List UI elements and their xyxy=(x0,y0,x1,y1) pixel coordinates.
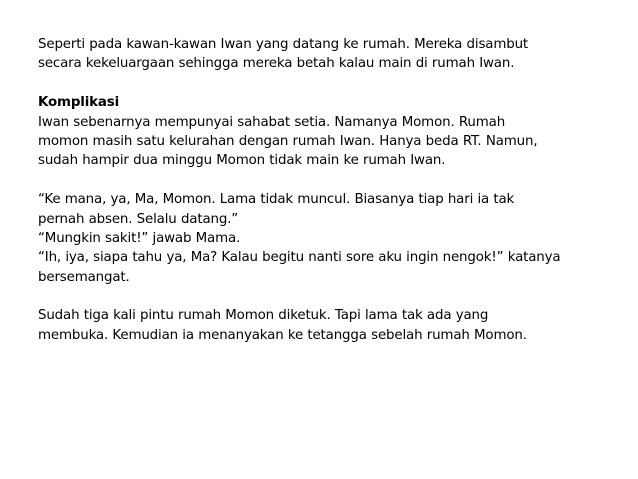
text-line: bersemangat. xyxy=(38,269,130,285)
text-line: sudah hampir dua minggu Momon tidak main ke rumah Iwan. xyxy=(38,153,446,169)
text-line: momon masih satu kelurahan dengan rumah Iwan. Hanya beda RT. Namun, xyxy=(38,133,538,149)
paragraph-complication xyxy=(38,113,618,171)
paragraph-closing xyxy=(38,306,618,345)
paragraph-intro xyxy=(38,35,618,74)
text-line: Sudah tiga kali pintu rumah Momon diketuk. Tapi lama tak ada yang xyxy=(38,308,489,324)
text-line: Iwan sebenarnya mempunyai sahabat setia. Namanya Momon. Rumah xyxy=(38,114,506,130)
paragraph-gap xyxy=(38,287,618,306)
text-line: pernah absen. Selalu datang.” xyxy=(38,211,239,227)
text-line: Seperti pada kawan-kawan Iwan yang datang ke rumah. Mereka disambut xyxy=(38,37,529,52)
text-line: “Mungkin sakit!” jawab Mama. xyxy=(38,230,241,246)
story-text xyxy=(38,35,618,345)
paragraph-gap xyxy=(38,171,618,190)
section-heading: Komplikasi xyxy=(38,95,120,111)
text-line: secara kekeluargaan sehingga mereka betah kalau main di rumah Iwan. xyxy=(38,56,515,72)
text-line: “Ke mana, ya, Ma, Momon. Lama tidak muncul. Biasanya tiap hari ia tak xyxy=(38,192,515,208)
paragraph-dialogue xyxy=(38,190,618,287)
paragraph-gap xyxy=(38,74,618,93)
text-line: “Ih, iya, siapa tahu ya, Ma? Kalau begitu nanti sore aku ingin nengok!” katanya xyxy=(38,250,561,266)
text-line: membuka. Kemudian ia menanyakan ke tetangga sebelah rumah Momon. xyxy=(38,327,527,343)
